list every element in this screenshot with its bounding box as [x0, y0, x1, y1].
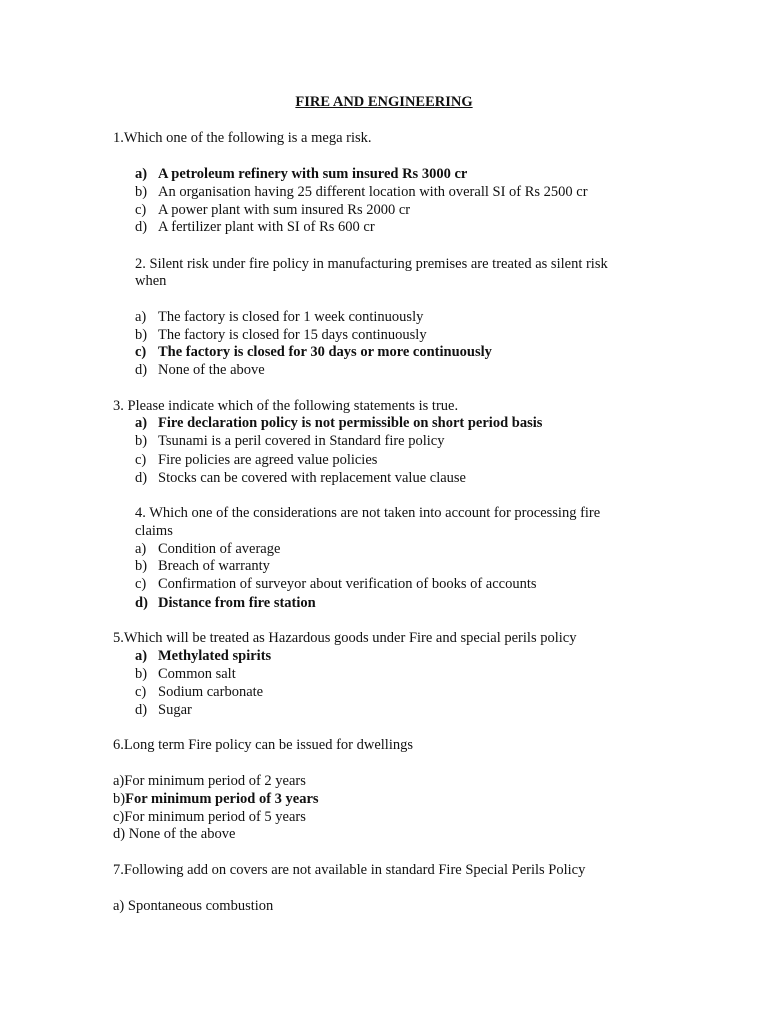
option-label: b): [113, 791, 126, 807]
q6-option-b: [113, 790, 319, 808]
question-5: 5.Which will be treated as Hazardous goods under Fire and special perils policy: [113, 630, 577, 646]
option-label: c): [135, 684, 147, 700]
option-text: Fire policies are agreed value policies: [158, 452, 378, 468]
q3-option-c: [135, 451, 377, 469]
option-text: A power plant with sum insured Rs 2000 cr: [158, 202, 411, 218]
option-text: The factory is closed for 15 days continuously: [158, 327, 427, 343]
option-text: A fertilizer plant with SI of Rs 600 cr: [158, 219, 375, 235]
option-label: d): [135, 362, 148, 378]
option-text: An organisation having 25 different location with overall SI of Rs 2500 cr: [158, 184, 588, 200]
option-label: c): [113, 809, 125, 825]
question-6: 6.Long term Fire policy can be issued for dwellings: [113, 737, 414, 753]
option-label: c): [135, 344, 147, 360]
q6-option-c: [113, 808, 306, 826]
option-label: a): [113, 773, 125, 789]
q3-option-a: [135, 414, 542, 432]
q6-option-a: [113, 772, 306, 790]
question-7: 7.Following add on covers are not available in standard Fire Special Perils Policy: [113, 862, 586, 878]
option-label: d): [135, 702, 148, 718]
option-text: None of the above: [125, 826, 236, 842]
option-label: c): [135, 202, 147, 218]
q1-option-c: [135, 201, 410, 219]
option-label: d): [135, 595, 148, 611]
option-label: a): [135, 541, 147, 557]
question-3: 3. Please indicate which of the following statements is true.: [113, 398, 459, 414]
option-label: d): [135, 219, 148, 235]
option-label: b): [135, 184, 148, 200]
q2-option-c: [135, 343, 492, 361]
option-label: c): [135, 576, 147, 592]
q3-option-b: [135, 432, 444, 450]
question-1: 1.Which one of the following is a mega risk.: [113, 130, 372, 146]
option-label: c): [135, 452, 147, 468]
question-4-line-2: claims: [135, 523, 173, 539]
document-title: FIRE AND ENGINEERING: [295, 94, 473, 110]
q2-option-d: [135, 361, 265, 379]
option-label: a): [135, 415, 148, 431]
q1-option-d: [135, 218, 375, 236]
q5-option-a: [135, 647, 271, 665]
option-text: Tsunami is a peril covered in Standard fire policy: [158, 433, 445, 449]
q5-option-d: [135, 701, 192, 719]
question-4-line-1: 4. Which one of the considerations are not taken into account for processing fire: [135, 505, 601, 521]
option-text: Spontaneous combustion: [124, 898, 274, 914]
option-text: Stocks can be covered with replacement value clause: [158, 470, 466, 486]
option-text: Condition of average: [158, 541, 281, 557]
q1-option-a: [135, 165, 467, 183]
q5-option-b: [135, 665, 236, 683]
q2-option-b: [135, 326, 427, 344]
option-text: Breach of warranty: [158, 558, 270, 574]
option-text: For minimum period of 2 years: [124, 773, 306, 789]
q4-option-b: [135, 557, 270, 575]
option-label: d): [113, 826, 126, 842]
option-label: a): [135, 309, 147, 325]
option-text: For minimum period of 3 years: [125, 791, 319, 807]
option-text: Methylated spirits: [158, 648, 272, 664]
option-text: Fire declaration policy is not permissible on short period basis: [158, 415, 543, 431]
q5-option-c: [135, 683, 263, 701]
option-label: d): [135, 470, 148, 486]
q1-option-b: [135, 183, 588, 201]
option-text: None of the above: [158, 362, 265, 378]
option-text: Common salt: [158, 666, 236, 682]
q2-option-a: [135, 308, 423, 326]
option-label: b): [135, 433, 148, 449]
q6-option-d: [113, 825, 235, 843]
q4-option-a: [135, 540, 280, 558]
option-text: A petroleum refinery with sum insured Rs 3000 cr: [158, 166, 468, 182]
option-label: a): [135, 166, 148, 182]
option-label: a): [113, 898, 125, 914]
option-text: The factory is closed for 30 days or more continuously: [158, 344, 492, 360]
q7-option-a: [113, 897, 273, 915]
option-text: Sodium carbonate: [158, 684, 264, 700]
option-text: Sugar: [158, 702, 192, 718]
question-2-line-2: when: [135, 273, 167, 289]
option-label: b): [135, 666, 148, 682]
option-label: a): [135, 648, 148, 664]
option-text: Distance from fire station: [158, 595, 316, 611]
option-label: b): [135, 558, 148, 574]
q4-option-d: [135, 594, 316, 612]
option-text: The factory is closed for 1 week continuously: [158, 309, 424, 325]
option-label: b): [135, 327, 148, 343]
option-text: For minimum period of 5 years: [124, 809, 306, 825]
question-2-line-1: 2. Silent risk under fire policy in manufacturing premises are treated as silent risk: [135, 256, 608, 272]
q4-option-c: [135, 575, 537, 593]
option-text: Confirmation of surveyor about verification of books of accounts: [158, 576, 537, 592]
q3-option-d: [135, 469, 466, 487]
